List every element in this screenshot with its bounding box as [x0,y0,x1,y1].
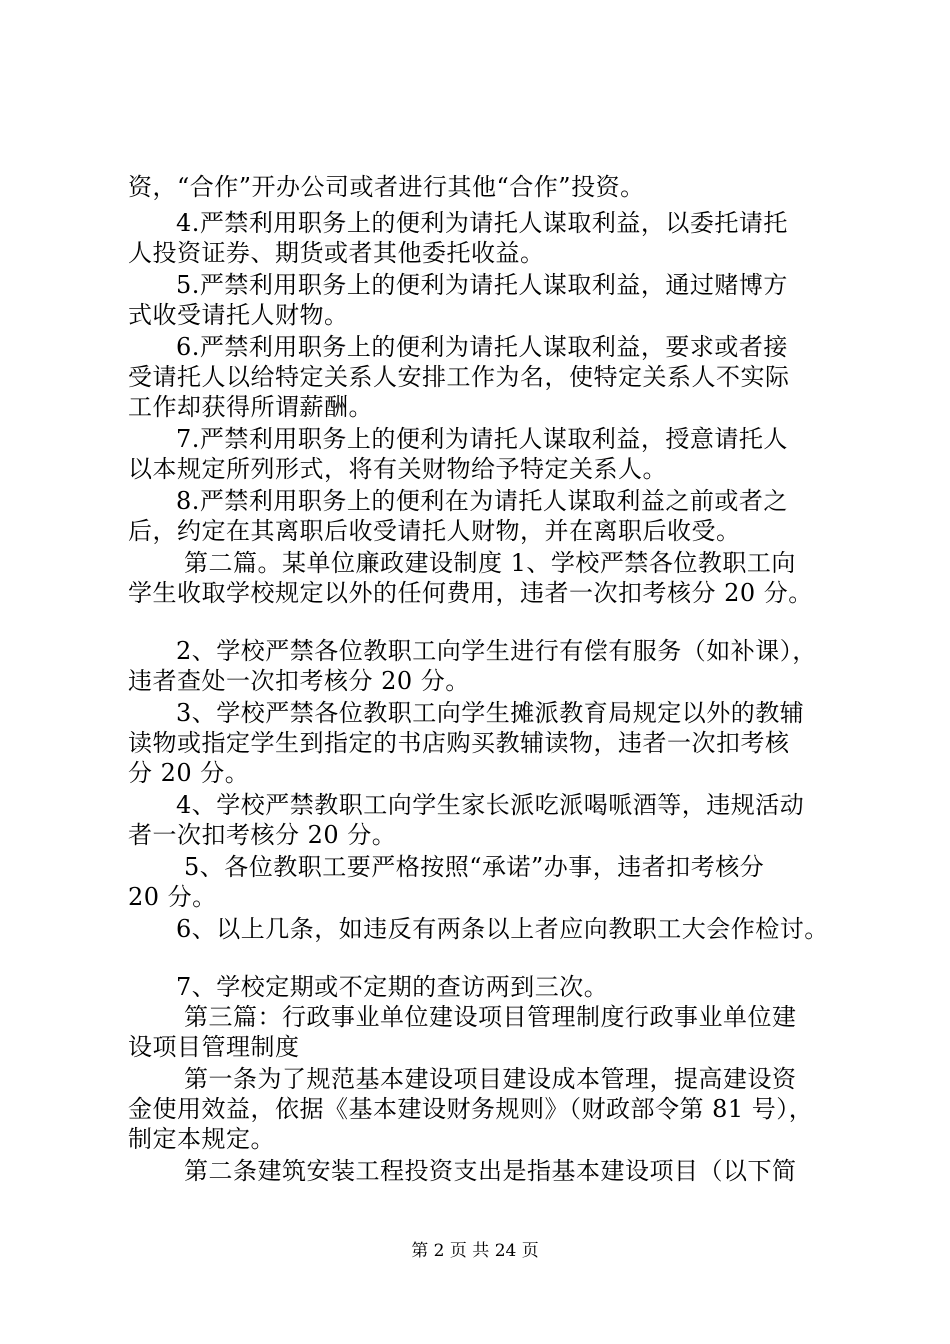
text-line: 受请托人以给特定关系人安排工作为名，使特定关系人不实际 [128,363,790,391]
text-line: 资，“合作”开办公司或者进行其他“合作”投资。 [128,173,645,201]
text-line: 第三篇：行政事业单位建设项目管理制度行政事业单位建 [184,1003,797,1031]
text-line: 制定本规定。 [128,1125,275,1153]
text-line: 7.严禁利用职务上的便利为请托人谋取利益，授意请托人 [176,425,788,453]
text-line: 以本规定所列形式，将有关财物给予特定关系人。 [128,455,667,483]
text-line: 3、学校严禁各位教职工向学生摊派教育局规定以外的教辅 [176,699,805,727]
text-line: 后，约定在其离职后收受请托人财物，并在离职后收受。 [128,517,741,545]
text-line: 第二条建筑安装工程投资支出是指基本建设项目（以下简 [184,1157,797,1185]
text-line: 第一条为了规范基本建设项目建设成本管理，提高建设资 [184,1065,797,1093]
text-line: 人投资证券、期货或者其他委托收益。 [128,239,545,267]
text-line: 第二篇。某单位廉政建设制度 1、学校严禁各位教职工向 [184,549,796,577]
text-line: 读物或指定学生到指定的书店购买教辅读物，违者一次扣考核 [128,729,790,757]
text-line: 5、各位教职工要严格按照“承诺”办事，违者扣考核分 [184,853,765,881]
page-number-footer: 第 2 页 共 24 页 [411,1241,539,1261]
text-line: 4.严禁利用职务上的便利为请托人谋取利益，以委托请托 [176,209,788,237]
text-line: 金使用效益，依据《基本建设财务规则》（财政部令第 81 号）， [128,1095,814,1123]
text-line: 5.严禁利用职务上的便利为请托人谋取利益，通过赌博方 [176,271,788,299]
text-line: 违者查处一次扣考核分 20 分。 [128,667,470,695]
text-line: 6.严禁利用职务上的便利为请托人谋取利益，要求或者接 [176,333,788,361]
text-line: 式收受请托人财物。 [128,301,349,329]
text-line: 7、学校定期或不定期的查访两到三次。 [176,973,609,1001]
text-line: 设项目管理制度 [128,1033,300,1061]
text-line: 分 20 分。 [128,759,250,787]
text-line: 6、以上几条，如违反有两条以上者应向教职工大会作检讨。 [176,915,829,943]
text-line: 2、学校严禁各位教职工向学生进行有偿有服务（如补课）， [176,637,817,665]
text-line: 20 分。 [128,883,217,911]
text-line: 8.严禁利用职务上的便利在为请托人谋取利益之前或者之 [176,487,788,515]
text-line: 工作却获得所谓薪酬。 [128,393,373,421]
text-line: 4、学校严禁教职工向学生家长派吃派喝哌酒等，违规活动 [176,791,805,819]
text-line: 者一次扣考核分 20 分。 [128,821,397,849]
text-line: 学生收取学校规定以外的任何费用，违者一次扣考核分 20 分。 [128,579,813,607]
